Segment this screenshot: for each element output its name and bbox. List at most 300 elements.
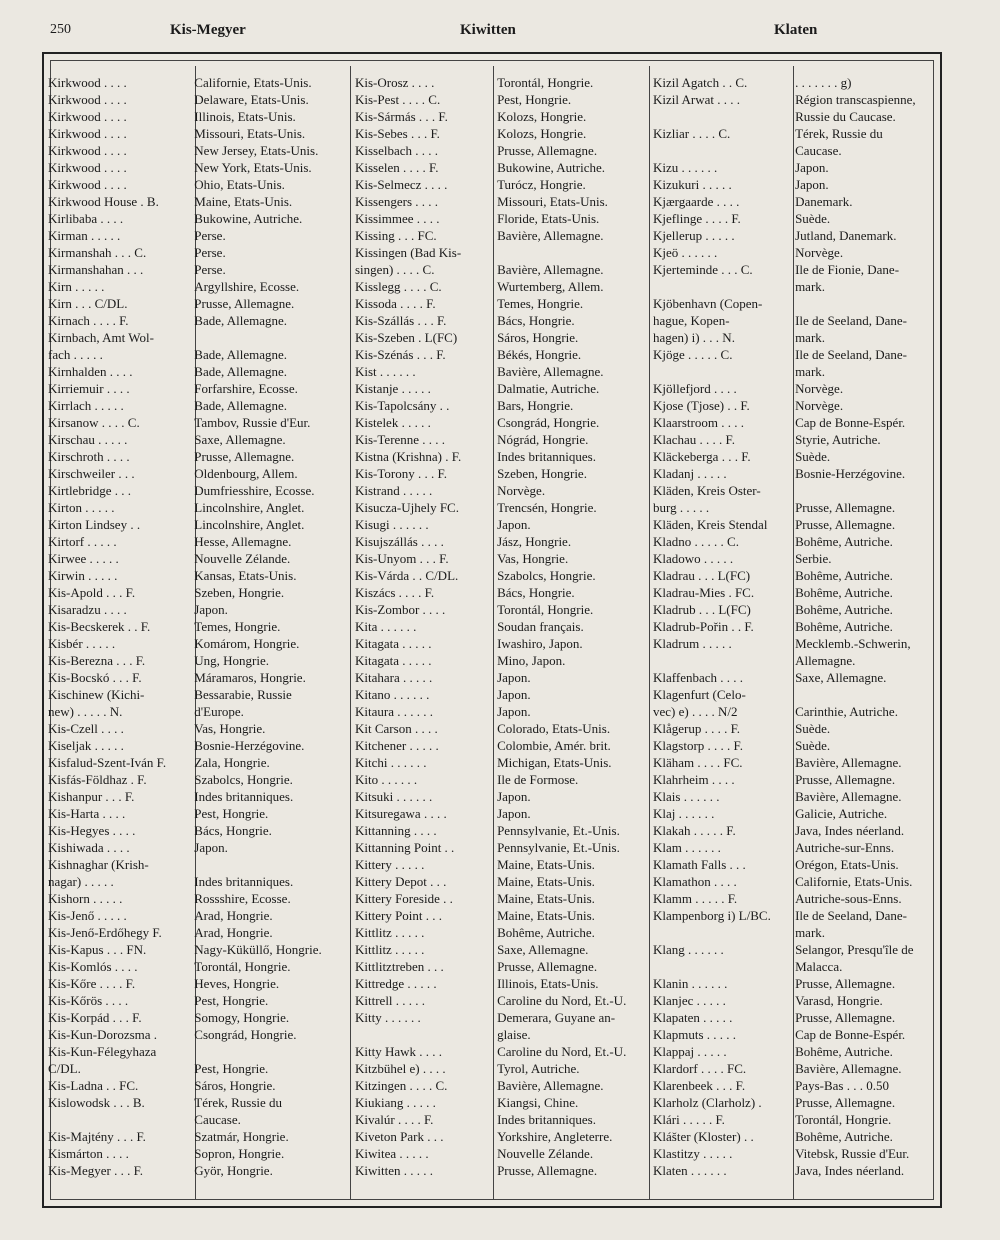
list-item	[355, 227, 645, 244]
place-location: Trencsén, Hongrie.	[497, 500, 597, 515]
place-location: Békés, Hongrie.	[497, 347, 582, 362]
place-name: Klaarstroom . . . .	[653, 415, 744, 430]
place-location: Ile de Seeland, Dane-	[795, 313, 907, 328]
place-name: Klardorf . . . . FC.	[653, 1061, 747, 1076]
list-item	[355, 1009, 645, 1026]
place-location: Michigan, Etats-Unis.	[497, 755, 612, 770]
place-name: Kizu . . . . . .	[653, 160, 718, 175]
gazetteer-column-2	[355, 74, 645, 1179]
running-head-right: Klaten	[774, 22, 818, 38]
list-item	[48, 193, 348, 210]
place-name: Kizil Agatch . . C.	[653, 75, 748, 90]
place-name: Kladrau . . . L(FC)	[653, 568, 751, 583]
place-name: Kladno . . . . . C.	[653, 534, 739, 549]
place-location: Styrie, Autriche.	[795, 432, 881, 447]
place-name: Kissengers . . . .	[355, 194, 439, 209]
place-location: Jutland, Danemark.	[795, 228, 897, 243]
place-name: Klanin . . . . . .	[653, 976, 728, 991]
place-name: Klapaten . . . . .	[653, 1010, 733, 1025]
place-name: Kitzingen . . . . C.	[355, 1078, 448, 1093]
place-location: Tambov, Russie d'Eur.	[194, 415, 311, 430]
place-name: Kläden, Kreis Oster-	[653, 483, 761, 498]
place-name: Kistrand . . . . .	[355, 483, 433, 498]
place-name: Kivalúr . . . . F.	[355, 1112, 434, 1127]
place-name: Kladrub-Pořin . . F.	[653, 619, 754, 634]
place-name: Kis-Várda . . C/DL.	[355, 568, 459, 583]
place-name: Kjose (Tjose) . . F.	[653, 398, 750, 413]
list-item	[653, 295, 943, 312]
place-location: Ile de Formose.	[497, 772, 579, 787]
place-location: mark.	[795, 279, 826, 294]
list-item	[48, 261, 348, 278]
place-location: Delaware, Etats-Unis.	[194, 92, 309, 107]
place-name: Klastitzy . . . . .	[653, 1146, 733, 1161]
gazetteer-column-1	[48, 74, 348, 1179]
place-location: Bohême, Autriche.	[795, 568, 893, 583]
list-item	[355, 516, 645, 533]
place-location: Colorado, Etats-Unis.	[497, 721, 611, 736]
list-item	[355, 754, 645, 771]
place-name: Kit Carson . . . .	[355, 721, 438, 736]
place-name: Kis-Unyom . . . F.	[355, 551, 449, 566]
place-location: Torontál, Hongrie.	[194, 959, 291, 974]
place-name: Klapmuts . . . . .	[653, 1027, 737, 1042]
place-location: Pennsylvanie, Et.-Unis.	[497, 840, 620, 855]
place-location: Bohême, Autriche.	[795, 602, 893, 617]
place-location: Allemagne.	[795, 653, 856, 668]
list-item	[48, 686, 348, 703]
list-item	[48, 907, 348, 924]
running-head-left: Kis-Megyer	[170, 22, 246, 38]
list-item	[653, 669, 943, 686]
list-item	[48, 74, 348, 91]
list-item	[355, 210, 645, 227]
place-location: Japon.	[497, 517, 531, 532]
place-name: Kläden, Kreis Stendal	[653, 517, 768, 532]
list-item	[48, 856, 348, 873]
list-item	[653, 1162, 943, 1179]
list-item	[48, 516, 348, 533]
place-name: Kistanje . . . . .	[355, 381, 431, 396]
list-item	[48, 1128, 348, 1145]
place-name	[653, 108, 791, 125]
list-item	[48, 1162, 348, 1179]
place-name: Kis-Sebes . . . F.	[355, 126, 440, 141]
place-location: Bavière, Allemagne.	[497, 364, 604, 379]
place-name: Kitzbühel e) . . . .	[355, 1061, 446, 1076]
place-location: Bade, Allemagne.	[194, 347, 288, 362]
place-name: Kjeö . . . . . .	[653, 245, 718, 260]
list-item	[48, 448, 348, 465]
place-name: Kiszács . . . . F.	[355, 585, 435, 600]
list-item	[653, 210, 943, 227]
list-item	[48, 771, 348, 788]
place-location: Bavière, Allemagne.	[497, 228, 604, 243]
place-name: Kischinew (Kichi-	[48, 687, 145, 702]
list-item	[355, 261, 645, 278]
list-item	[48, 601, 348, 618]
list-item	[355, 414, 645, 431]
place-location: Nouvelle Zélande.	[497, 1146, 594, 1161]
place-location: Japon.	[497, 687, 531, 702]
place-name: Kitaura . . . . . .	[355, 704, 433, 719]
place-name: Kirwin . . . . .	[48, 568, 118, 583]
place-name: Kizil Arwat . . . .	[653, 92, 741, 107]
place-location	[791, 295, 943, 312]
list-item	[355, 822, 645, 839]
place-name: Kirsanow . . . . C.	[48, 415, 140, 430]
place-name: Kis-Ladna . . FC.	[48, 1078, 139, 1093]
place-location	[791, 686, 943, 703]
list-item	[653, 91, 943, 108]
place-name: Klagstorp . . . . F.	[653, 738, 743, 753]
list-item	[355, 635, 645, 652]
place-name: Kishanpur . . . F.	[48, 789, 135, 804]
place-name: Kjöbenhavn (Copen-	[653, 296, 763, 311]
place-name: Klahrheim . . . .	[653, 772, 735, 787]
list-item	[48, 414, 348, 431]
place-name: Kistelek . . . . .	[355, 415, 431, 430]
list-item	[355, 465, 645, 482]
place-location: Prusse, Allemagne.	[194, 449, 295, 464]
place-location: Kolozs, Hongrie.	[497, 126, 587, 141]
list-item	[653, 992, 943, 1009]
place-name: Kjeflinge . . . . F.	[653, 211, 741, 226]
list-item	[355, 839, 645, 856]
place-location: Szabolcs, Hongrie.	[497, 568, 596, 583]
list-item	[48, 1077, 348, 1094]
place-name: new) . . . . . N.	[48, 704, 123, 719]
list-item	[355, 771, 645, 788]
place-location: Missouri, Etats-Unis.	[497, 194, 608, 209]
list-item	[355, 1162, 645, 1179]
list-item	[355, 550, 645, 567]
list-item	[48, 635, 348, 652]
place-location: Saxe, Allemagne.	[795, 670, 887, 685]
place-name: singen) . . . . C.	[355, 262, 435, 277]
place-name: Klaffenbach . . . .	[653, 670, 744, 685]
place-location: Ile de Seeland, Dane-	[795, 347, 907, 362]
place-name: Klang . . . . . .	[653, 942, 724, 957]
column-divider	[649, 66, 650, 1200]
place-name: Kissoda . . . . F.	[355, 296, 436, 311]
place-name: Kirmanshah . . . C.	[48, 245, 147, 260]
list-item	[48, 227, 348, 244]
list-item	[48, 703, 348, 720]
list-item	[653, 482, 943, 499]
list-item	[355, 108, 645, 125]
place-name: Kis-Megyer . . . F.	[48, 1163, 144, 1178]
list-item	[355, 975, 645, 992]
place-location: Prusse, Allemagne.	[194, 296, 295, 311]
place-location: Arad, Hongrie.	[194, 908, 273, 923]
place-location: Prusse, Allemagne.	[497, 1163, 598, 1178]
place-location: Pest, Hongrie.	[194, 806, 269, 821]
place-name: Kittlitz . . . . .	[355, 925, 425, 940]
place-location: Bohême, Autriche.	[795, 1044, 893, 1059]
list-item	[48, 941, 348, 958]
place-location: Turócz, Hongrie.	[497, 177, 586, 192]
place-name: Kita . . . . . .	[355, 619, 417, 634]
place-name: Kis-Kőre . . . . F.	[48, 976, 136, 991]
place-name: Kitchi . . . . . .	[355, 755, 427, 770]
place-location: Bavière, Allemagne.	[795, 789, 902, 804]
column-divider	[350, 66, 351, 1200]
place-location: Térek, Russie du	[194, 1095, 283, 1110]
place-location: Suède.	[795, 449, 831, 464]
list-item	[653, 1077, 943, 1094]
list-item	[355, 669, 645, 686]
place-name: Kisujszállás . . . .	[355, 534, 444, 549]
page-header	[50, 22, 950, 48]
place-location: Suède.	[795, 738, 831, 753]
place-location: Cap de Bonne-Espér.	[795, 1027, 906, 1042]
place-location: Carinthie, Autriche.	[795, 704, 898, 719]
place-name: Kittery Foreside . .	[355, 891, 453, 906]
place-location: Japon.	[194, 602, 228, 617]
place-location: Iwashiro, Japon.	[497, 636, 583, 651]
place-location: Norvège.	[497, 483, 546, 498]
place-name: Klaj . . . . . .	[653, 806, 715, 821]
place-name: Klášter (Kloster) . .	[653, 1129, 754, 1144]
place-name: Kiwitten . . . . .	[355, 1163, 433, 1178]
place-location: Hesse, Allemagne.	[194, 534, 292, 549]
place-location: Bukowine, Autriche.	[194, 211, 303, 226]
list-item	[653, 601, 943, 618]
list-item	[355, 941, 645, 958]
list-item	[355, 74, 645, 91]
place-location	[493, 244, 645, 261]
place-location: Arad, Hongrie.	[194, 925, 273, 940]
place-location: Japon.	[497, 806, 531, 821]
place-name: Kirkwood . . . .	[48, 92, 127, 107]
place-name: Kis-Zombor . . . .	[355, 602, 446, 617]
list-item	[653, 686, 943, 703]
place-name: Kito . . . . . .	[355, 772, 418, 787]
place-location: Csongrád, Hongrie.	[497, 415, 600, 430]
list-item	[653, 856, 943, 873]
list-item	[48, 108, 348, 125]
list-item	[653, 499, 943, 516]
place-location: Jász, Hongrie.	[497, 534, 572, 549]
place-name: vec) e) . . . . N/2	[653, 704, 738, 719]
list-item	[48, 1043, 348, 1060]
place-name: Kis-Jenő-Erdőhegy F.	[48, 925, 162, 940]
place-name: Kis-Becskerek . . F.	[48, 619, 151, 634]
list-item	[653, 448, 943, 465]
place-name	[653, 958, 791, 975]
list-item	[48, 567, 348, 584]
list-item	[653, 278, 943, 295]
place-location: Ile de Seeland, Dane-	[795, 908, 907, 923]
place-location: Bohême, Autriche.	[795, 585, 893, 600]
place-location: Somogy, Hongrie.	[194, 1010, 290, 1025]
place-name: Kis-Orosz . . . .	[355, 75, 435, 90]
place-name: Kishorn . . . . .	[48, 891, 123, 906]
place-location: mark.	[795, 925, 826, 940]
place-name: Kis-Kun-Dorozsma .	[48, 1027, 158, 1042]
place-name: Klarenbeek . . . F.	[653, 1078, 746, 1093]
list-item	[355, 584, 645, 601]
place-name: Kittlitztreben . . .	[355, 959, 444, 974]
place-location: Saxe, Allemagne.	[497, 942, 589, 957]
place-name: Klachau . . . . F.	[653, 432, 735, 447]
place-location: Torontál, Hongrie.	[497, 75, 594, 90]
list-item	[48, 805, 348, 822]
place-name: Kladanj . . . . .	[653, 466, 727, 481]
place-name: Kiseljak . . . . .	[48, 738, 124, 753]
place-location: Indes britanniques.	[194, 789, 294, 804]
list-item	[48, 1094, 348, 1111]
place-name: Klågerup . . . . F.	[653, 721, 741, 736]
place-name: Kis-Hegyes . . . .	[48, 823, 136, 838]
list-item	[355, 1094, 645, 1111]
list-item	[653, 142, 943, 159]
list-item	[355, 1043, 645, 1060]
place-location: Rossshire, Ecosse.	[194, 891, 291, 906]
list-item	[653, 822, 943, 839]
page-number: 250	[50, 22, 71, 37]
place-location: Japon.	[497, 670, 531, 685]
place-location: Saxe, Allemagne.	[194, 432, 286, 447]
place-location	[791, 482, 943, 499]
list-item	[355, 1145, 645, 1162]
place-location: Lincolnshire, Anglet.	[194, 517, 305, 532]
place-location: Perse.	[194, 228, 226, 243]
list-item	[653, 1094, 943, 1111]
place-location: Japon.	[795, 177, 829, 192]
place-name: Kjerteminde . . . C.	[653, 262, 753, 277]
place-location: Japon.	[497, 789, 531, 804]
list-item	[48, 159, 348, 176]
place-location: Tyrol, Autriche.	[497, 1061, 580, 1076]
place-location: Vitebsk, Russie d'Eur.	[795, 1146, 910, 1161]
list-item	[48, 142, 348, 159]
place-name: Kis-Bocskó . . . F.	[48, 670, 142, 685]
place-name: Kis-Szállás . . . F.	[355, 313, 447, 328]
place-name: Kirriemuir . . . .	[48, 381, 130, 396]
place-location: Caroline du Nord, Et.-U.	[497, 993, 627, 1008]
place-location: Prusse, Allemagne.	[795, 500, 896, 515]
place-name: fach . . . . .	[48, 347, 103, 362]
place-location: Pest, Hongrie.	[194, 1061, 269, 1076]
place-location: Varasd, Hongrie.	[795, 993, 883, 1008]
place-name: Kjöllefjord . . . .	[653, 381, 737, 396]
place-location: Bade, Allemagne.	[194, 364, 288, 379]
list-item	[355, 533, 645, 550]
place-name: Kismárton . . . .	[48, 1146, 129, 1161]
place-location: glaise.	[497, 1027, 531, 1042]
list-item	[653, 261, 943, 278]
place-name: Kittanning . . . .	[355, 823, 437, 838]
list-item	[355, 499, 645, 516]
place-name: Kisugi . . . . . .	[355, 517, 429, 532]
list-item	[653, 805, 943, 822]
list-item	[355, 686, 645, 703]
list-item	[653, 380, 943, 397]
place-name: Kirn . . . . .	[48, 279, 105, 294]
place-location: Dumfriesshire, Ecosse.	[194, 483, 315, 498]
list-item	[653, 754, 943, 771]
place-location: Sopron, Hongrie.	[194, 1146, 285, 1161]
list-item	[48, 958, 348, 975]
place-name: Kisselbach . . . .	[355, 143, 439, 158]
list-item	[355, 958, 645, 975]
list-item	[653, 958, 943, 975]
place-location: Prusse, Allemagne.	[795, 517, 896, 532]
list-item	[48, 822, 348, 839]
list-item	[48, 1145, 348, 1162]
place-name: Kisaradzu . . . .	[48, 602, 127, 617]
list-item	[653, 873, 943, 890]
list-item	[48, 890, 348, 907]
place-location: Perse.	[194, 245, 226, 260]
place-location: Malacca.	[795, 959, 843, 974]
list-item	[653, 176, 943, 193]
place-location: Lincolnshire, Anglet.	[194, 500, 305, 515]
place-name	[653, 363, 791, 380]
place-location: Yorkshire, Angleterre.	[497, 1129, 613, 1144]
place-name: Kis-Szeben . L(FC)	[355, 330, 458, 345]
place-name: Kirkwood House . B.	[48, 194, 159, 209]
place-location: Prusse, Allemagne.	[497, 959, 598, 974]
list-item	[48, 618, 348, 635]
place-location: Torontál, Hongrie.	[497, 602, 594, 617]
place-location: Nagy-Küküllő, Hongrie.	[194, 942, 322, 957]
list-item	[653, 652, 943, 669]
place-location: Prusse, Allemagne.	[795, 1095, 896, 1110]
place-name: Kirman . . . . .	[48, 228, 121, 243]
place-location: Bács, Hongrie.	[497, 585, 575, 600]
place-name: Kirton . . . . .	[48, 500, 115, 515]
place-location: Forfarshire, Ecosse.	[194, 381, 298, 396]
place-location: Argyllshire, Ecosse.	[194, 279, 300, 294]
running-head-center: Kiwitten	[460, 22, 516, 38]
place-location	[188, 856, 348, 873]
place-name: Kisbér . . . . .	[48, 636, 116, 651]
list-item	[653, 567, 943, 584]
place-location: Bohême, Autriche.	[795, 534, 893, 549]
place-name: Kjöge . . . . . C.	[653, 347, 733, 362]
list-item	[653, 312, 943, 329]
list-item	[48, 482, 348, 499]
place-location: Bavière, Allemagne.	[497, 1078, 604, 1093]
list-item	[355, 924, 645, 941]
place-name: Kitano . . . . . .	[355, 687, 430, 702]
place-location: New York, Etats-Unis.	[194, 160, 312, 175]
place-name: Kittlitz . . . . .	[355, 942, 425, 957]
place-name: hagen) i) . . . N.	[653, 330, 735, 345]
place-name: Klam . . . . . .	[653, 840, 721, 855]
list-item	[653, 1009, 943, 1026]
list-item	[355, 159, 645, 176]
list-item	[653, 227, 943, 244]
place-name: Kis-Sármás . . . F.	[355, 109, 448, 124]
place-name: Kläckeberga . . . F.	[653, 449, 751, 464]
place-name: Kittery . . . . .	[355, 857, 425, 872]
list-item	[355, 805, 645, 822]
place-name: Kirrlach . . . . .	[48, 398, 124, 413]
list-item	[355, 431, 645, 448]
place-name: Kirnhalden . . . .	[48, 364, 133, 379]
list-item	[48, 329, 348, 346]
place-name: Kirnbach, Amt Wol-	[48, 330, 154, 345]
list-item	[653, 159, 943, 176]
place-name: Kissingen (Bad Kis-	[355, 245, 462, 260]
list-item	[48, 873, 348, 890]
place-name: Kis-Berezna . . . F.	[48, 653, 146, 668]
place-location	[188, 1043, 348, 1060]
